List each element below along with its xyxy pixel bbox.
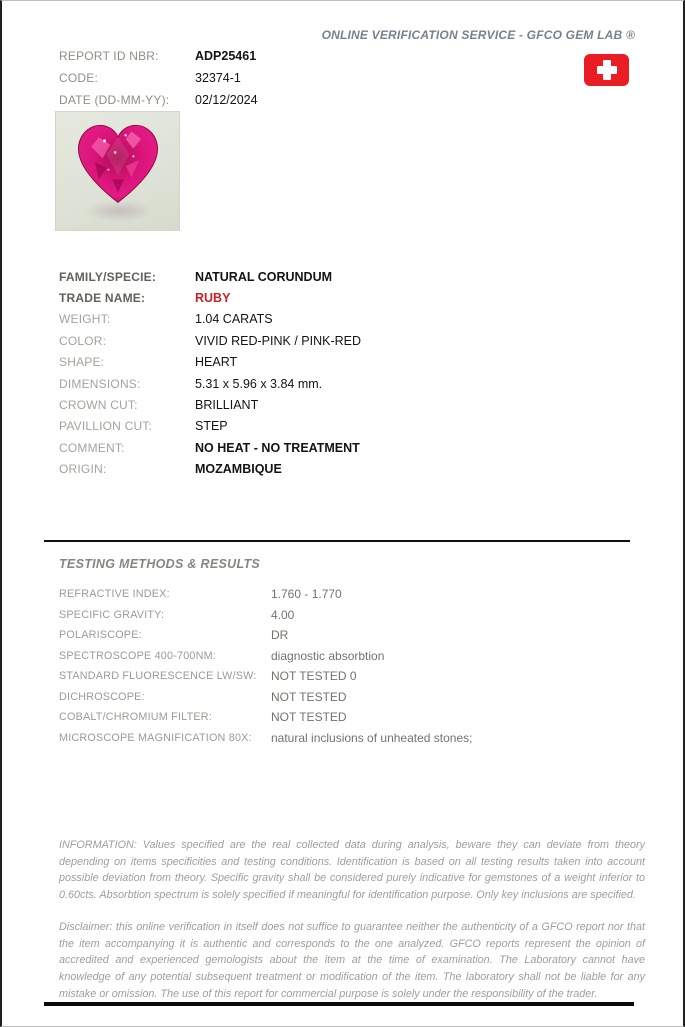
family-row — [59, 266, 640, 287]
section-divider-line — [44, 540, 630, 542]
microscope-label: MICROSCOPE MAGNIFICATION 80X: — [59, 731, 252, 744]
polariscope-value: DR — [271, 628, 289, 643]
pavillion-cut-value: STEP — [195, 419, 228, 434]
code-value: 32374-1 — [195, 71, 241, 85]
comment-label: COMMENT: — [59, 440, 125, 455]
spectroscope-value: diagnostic absorbtion — [271, 648, 385, 663]
spectroscope-row — [59, 646, 640, 667]
color-value: VIVID RED-PINK / PINK-RED — [195, 333, 361, 348]
trade-name-value: RUBY — [195, 291, 231, 306]
gem-shadow — [84, 200, 154, 222]
family-value: NATURAL CORUNDUM — [195, 269, 333, 284]
shape-value: HEART — [195, 355, 238, 370]
fluorescence-value: NOT TESTED 0 — [271, 669, 357, 684]
testing-section-title: TESTING METHODS & RESULTS — [59, 557, 261, 571]
information-paragraph: INFORMATION: Values specified are the real collected data during analysis, beware they can deviate from theory depending on items specificities and testing conditions. Identification is based on all testing results taken into account possible deviation from theory. Specific gravity shall be considered purely indicative for gemstones of a weight inferior to 0.60cts. Absorbtion spectrum is solely specified if meaningful for identification purpose. Only key inclusions are specified. — [59, 839, 645, 902]
crown-cut-label: CROWN CUT: — [59, 398, 138, 413]
fluorescence-label: STANDARD FLUORESCENCE LW/SW: — [59, 670, 257, 683]
dichroscope-label: DICHROSCOPE: — [59, 690, 145, 703]
microscope-row — [59, 728, 640, 749]
comment-row — [59, 437, 640, 458]
date-row — [59, 89, 399, 111]
dichroscope-row — [59, 687, 640, 708]
microscope-value: natural inclusions of unheated stones; — [271, 730, 473, 745]
date-value: 02/12/2024 — [195, 93, 258, 107]
fluorescence-row — [59, 666, 640, 687]
weight-row — [59, 309, 640, 330]
color-label: COLOR: — [59, 333, 107, 348]
origin-row — [59, 459, 640, 480]
crown-cut-value: BRILLIANT — [195, 398, 259, 413]
code-label: CODE: — [59, 71, 99, 85]
identification-section — [59, 266, 640, 480]
refractive-index-value: 1.760 - 1.770 — [271, 587, 342, 602]
cobalt-filter-row — [59, 707, 640, 728]
dichroscope-value: NOT TESTED — [271, 689, 347, 704]
shape-row — [59, 352, 640, 373]
family-label: FAMILY/SPECIE: — [59, 269, 157, 284]
shape-label: SHAPE: — [59, 355, 105, 370]
pavillion-cut-row — [59, 416, 640, 437]
refractive-index-label: REFRACTIVE INDEX: — [59, 588, 170, 601]
spectroscope-label: SPECTROSCOPE 400-700NM: — [59, 649, 217, 662]
origin-value: MOZAMBIQUE — [195, 462, 282, 477]
polariscope-label: POLARISCOPE: — [59, 629, 142, 642]
polariscope-row — [59, 625, 640, 646]
specific-gravity-value: 4.00 — [271, 607, 295, 622]
bottom-rule — [44, 1002, 634, 1006]
cobalt-filter-label: COBALT/CHROMIUM FILTER: — [59, 711, 212, 724]
swiss-flag-icon — [584, 54, 629, 86]
report-id-label: REPORT ID NBR: — [59, 49, 159, 63]
comment-value: NO HEAT - NO TREATMENT — [195, 440, 360, 455]
disclaimer-paragraph: Disclaimer: this online verification in itself does not suffice to guarantee neither the authenticity of a GFCO report nor that the item accompanying it is authentic and corresponds to the one analyzed. GFCO reports represent the opinion of accredited and experienced gemologists about the item at the time of examination. The Laboratory cannot have knowledge of any potential subsequent treatment or modification of the item. The laboratory shall not be liable for any mistake or omission. The use of this report for commercial purpose is solely under the responsibility of the trader. — [59, 921, 645, 1000]
color-row — [59, 330, 640, 351]
weight-value: 1.04 CARATS — [195, 312, 273, 327]
crown-cut-row — [59, 394, 640, 415]
date-label: DATE (DD-MM-YY): — [59, 93, 170, 107]
testing-section — [59, 584, 640, 748]
trade-name-row — [59, 287, 640, 308]
code-row — [59, 67, 399, 89]
refractive-index-row — [59, 584, 640, 605]
dimensions-label: DIMENSIONS: — [59, 376, 141, 391]
gemstone-photo — [55, 111, 180, 231]
report-id-row — [59, 45, 399, 67]
heart-gem-illustration — [70, 116, 166, 212]
specific-gravity-row — [59, 605, 640, 626]
origin-label: ORIGIN: — [59, 462, 107, 477]
trade-name-label: TRADE NAME: — [59, 291, 146, 306]
pavillion-cut-label: PAVILLION CUT: — [59, 419, 153, 434]
weight-label: WEIGHT: — [59, 312, 111, 327]
specific-gravity-label: SPECIFIC GRAVITY: — [59, 608, 165, 621]
service-title: ONLINE VERIFICATION SERVICE - GFCO GEM LAB ® — [321, 28, 635, 42]
cobalt-filter-value: NOT TESTED — [271, 710, 347, 725]
swiss-cross-horizontal — [597, 66, 617, 74]
dimensions-value: 5.31 x 5.96 x 3.84 mm. — [195, 376, 323, 391]
report-id-value: ADP25461 — [195, 49, 257, 63]
report-id-block — [59, 45, 399, 111]
dimensions-row — [59, 373, 640, 394]
